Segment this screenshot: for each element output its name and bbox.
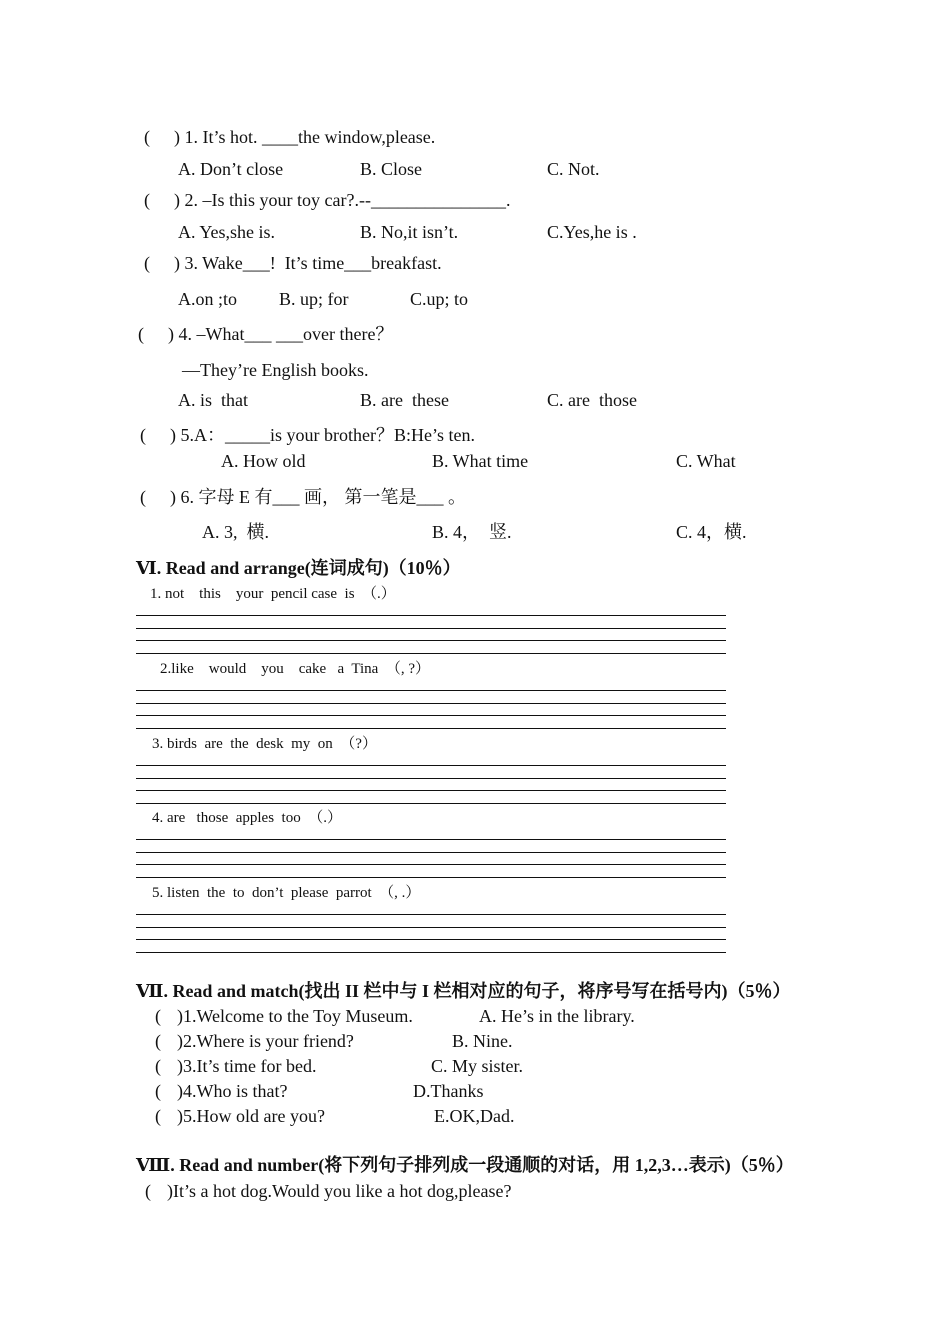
answer-paren: ( xyxy=(155,1106,161,1126)
option-c: C.Yes,he is . xyxy=(547,222,637,242)
arrange-prompt: 5. listen the to don’t please parrot （, .） xyxy=(152,885,421,901)
option-c: C. Not. xyxy=(547,159,600,179)
answer-line xyxy=(136,715,726,716)
answer-paren: ( xyxy=(140,487,146,507)
match-left: )1.Welcome to the Toy Museum. xyxy=(177,1006,413,1026)
section-7-heading: Ⅶ. Read and match(找出 II 栏中与 I 栏相对应的句子，将序号写在括号内)（5％） xyxy=(136,981,791,1001)
answer-line xyxy=(136,628,726,629)
section-6-heading: Ⅵ. Read and arrange(连词成句)（10％） xyxy=(136,558,461,578)
answer-line xyxy=(136,864,726,865)
answer-line xyxy=(136,839,726,840)
question-stem: ) 4. –What___ ___over there？ xyxy=(168,324,394,344)
match-right: C. My sister. xyxy=(431,1056,524,1076)
answer-paren: ( xyxy=(155,1006,161,1026)
answer-line xyxy=(136,703,726,704)
answer-line xyxy=(136,653,726,654)
option-b: B. are these xyxy=(360,390,449,410)
answer-paren: ( xyxy=(138,324,144,344)
answer-line xyxy=(136,939,726,940)
arrange-prompt: 1. not this your pencil case is （.） xyxy=(150,586,396,602)
option-c: C.up; to xyxy=(410,289,469,309)
option-a: A.on ;to xyxy=(178,289,238,309)
arrange-prompt: 2.like would you cake a Tina （, ?） xyxy=(160,661,430,677)
section-8-heading: Ⅷ. Read and number(将下列句子排列成一段通顺的对话，用 1,2,3…表示)（5％） xyxy=(136,1155,794,1175)
question-stem: ) 1. It’s hot. ____the window,please. xyxy=(174,127,436,147)
match-right: B. Nine. xyxy=(452,1031,513,1051)
answer-paren: ( xyxy=(144,190,150,210)
answer-paren: ( xyxy=(140,425,146,445)
option-b: B. What time xyxy=(432,451,529,471)
match-right: E.OK,Dad. xyxy=(434,1106,515,1126)
match-left: )2.Where is your friend? xyxy=(177,1031,354,1051)
answer-line xyxy=(136,778,726,779)
answer-paren: ( xyxy=(144,253,150,273)
option-b: B. Close xyxy=(360,159,423,179)
option-a: A. How old xyxy=(221,451,306,471)
answer-line xyxy=(136,927,726,928)
answer-line xyxy=(136,952,726,953)
answer-paren: ( xyxy=(144,127,150,147)
answer-line xyxy=(136,852,726,853)
answer-line xyxy=(136,690,726,691)
option-b: B. 4， 竖. xyxy=(432,522,512,542)
match-right: D.Thanks xyxy=(413,1081,484,1101)
question-stem: ) 3. Wake___! It’s time___breakfast. xyxy=(174,253,442,273)
option-b: B. up; for xyxy=(279,289,349,309)
option-c: C. What xyxy=(676,451,736,471)
dialogue-sentence: )It’s a hot dog.Would you like a hot dog,please? xyxy=(167,1181,512,1201)
answer-paren: ( xyxy=(155,1081,161,1101)
arrange-prompt: 3. birds are the desk my on （?） xyxy=(152,736,377,752)
reply-line: —They’re English books. xyxy=(182,360,369,380)
question-stem: ) 6. 字母 E 有___ 画， 第一笔是___ 。 xyxy=(170,487,466,507)
arrange-prompt: 4. are those apples too （.） xyxy=(152,810,342,826)
question-stem: ) 5.A：_____is your brother？B:He’s ten. xyxy=(170,425,475,445)
match-left: )4.Who is that? xyxy=(177,1081,288,1101)
answer-paren: ( xyxy=(145,1181,151,1201)
option-a: A. Yes,she is. xyxy=(178,222,276,242)
option-c: C. 4，横. xyxy=(676,522,747,542)
option-a: A. 3, 横. xyxy=(202,522,269,542)
answer-line xyxy=(136,640,726,641)
option-c: C. are those xyxy=(547,390,637,410)
answer-line xyxy=(136,765,726,766)
answer-line xyxy=(136,803,726,804)
answer-paren: ( xyxy=(155,1031,161,1051)
answer-paren: ( xyxy=(155,1056,161,1076)
answer-line xyxy=(136,877,726,878)
option-b: B. No,it isn’t. xyxy=(360,222,459,242)
answer-line xyxy=(136,728,726,729)
match-left: )5.How old are you? xyxy=(177,1106,325,1126)
match-right: A. He’s in the library. xyxy=(479,1006,635,1026)
match-left: )3.It’s time for bed. xyxy=(177,1056,317,1076)
answer-line xyxy=(136,615,726,616)
answer-line xyxy=(136,914,726,915)
option-a: A. Don’t close xyxy=(178,159,284,179)
option-a: A. is that xyxy=(178,390,248,410)
question-stem: ) 2. –Is this your toy car?.--_______________. xyxy=(174,190,511,210)
answer-line xyxy=(136,790,726,791)
